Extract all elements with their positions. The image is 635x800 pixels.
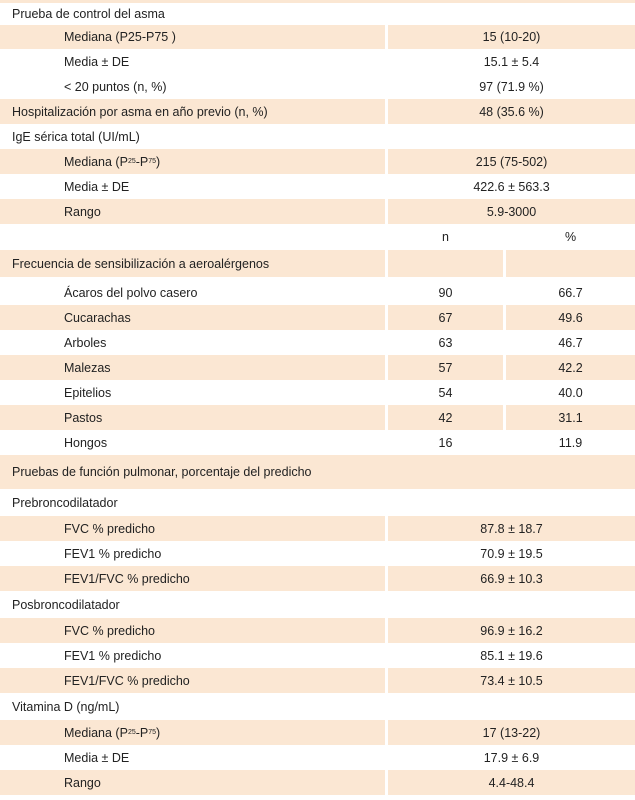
row-label: FEV1 % predicho (0, 643, 385, 668)
sens-row (0, 280, 635, 305)
n-value: 90 (388, 280, 503, 305)
row-label: Pastos (0, 405, 385, 430)
pct-value: 31.1 (506, 405, 635, 430)
post-fvc-row (0, 618, 635, 643)
row-label: < 20 puntos (n, %) (0, 74, 385, 99)
row-value: 73.4 ± 10.5 (388, 668, 635, 693)
row-value: 17.9 ± 6.9 (388, 745, 635, 770)
pct-value: 11.9 (506, 430, 635, 455)
ige-median-row (0, 149, 635, 174)
pre-fev1-row (0, 541, 635, 566)
post-header-row (0, 591, 635, 618)
row-value: 48 (35.6 %) (388, 99, 635, 124)
row-value: 66.9 ± 10.3 (388, 566, 635, 591)
vitd-mean-row (0, 745, 635, 770)
column-header-n: n (388, 224, 503, 250)
row-label: Prebroncodilatador (0, 489, 635, 516)
sens-row (0, 405, 635, 430)
pre-ratio-row (0, 566, 635, 591)
sensitization-list (0, 280, 635, 455)
ige-mean-row (0, 174, 635, 199)
n-value: 42 (388, 405, 503, 430)
row-label: Mediana (P25-P75 ) (0, 25, 385, 49)
vitd-range-row (0, 770, 635, 795)
hosp-row (0, 99, 635, 124)
pre-header-row (0, 489, 635, 516)
row-label: Rango (0, 770, 385, 795)
row-label: Frecuencia de sensibilización a aeroalérgenos (0, 250, 385, 277)
row-label: Vitamina D (ng/mL) (0, 693, 635, 720)
row-label: Media ± DE (0, 745, 385, 770)
row-label: Pruebas de función pulmonar, porcentaje del predicho (0, 455, 635, 489)
pct-value: 66.7 (506, 280, 635, 305)
row-label: Media ± DE (0, 49, 385, 74)
row-label: Ácaros del polvo casero (0, 280, 385, 305)
sens-header-row (0, 250, 635, 277)
asthma-lt20-row (0, 74, 635, 99)
asthma-mean-row (0, 49, 635, 74)
row-label: Hongos (0, 430, 385, 455)
row-value: 215 (75-502) (388, 149, 635, 174)
row-value: 85.1 ± 19.6 (388, 643, 635, 668)
row-value: 4.4-48.4 (388, 770, 635, 795)
row-label: Mediana (P 25 -P 75 ) (0, 149, 385, 174)
pfp-header-row (0, 455, 635, 489)
row-label: FEV1/FVC % predicho (0, 668, 385, 693)
n-value: 16 (388, 430, 503, 455)
row-value: 15 (10-20) (388, 25, 635, 49)
pct-value: 40.0 (506, 380, 635, 405)
row-value: 17 (13-22) (388, 720, 635, 745)
row-label: Prueba de control del asma (0, 3, 635, 25)
vitd-header-row (0, 693, 635, 720)
column-header-pct: % (506, 224, 635, 250)
asthma-header-row (0, 3, 635, 25)
post-ratio-row (0, 668, 635, 693)
pct-value: 49.6 (506, 305, 635, 330)
vitd-median-row (0, 720, 635, 745)
row-label: Malezas (0, 355, 385, 380)
column-header-row (0, 224, 635, 250)
row-value: 70.9 ± 19.5 (388, 541, 635, 566)
row-value: 15.1 ± 5.4 (388, 49, 635, 74)
sens-row (0, 330, 635, 355)
pct-value: 46.7 (506, 330, 635, 355)
row-label: Cucarachas (0, 305, 385, 330)
row-label: Arboles (0, 330, 385, 355)
row-label: IgE sérica total (UI/mL) (0, 124, 635, 149)
sens-row (0, 305, 635, 330)
row-label: FVC % predicho (0, 516, 385, 541)
post-fev1-row (0, 643, 635, 668)
row-value: 96.9 ± 16.2 (388, 618, 635, 643)
pct-value: 42.2 (506, 355, 635, 380)
row-label: FEV1/FVC % predicho (0, 566, 385, 591)
row-label: Mediana (P 25 -P 75 ) (0, 720, 385, 745)
n-value: 54 (388, 380, 503, 405)
row-label: Rango (0, 199, 385, 224)
row-label: FVC % predicho (0, 618, 385, 643)
row-value: 87.8 ± 18.7 (388, 516, 635, 541)
sens-row (0, 355, 635, 380)
ige-header-row (0, 124, 635, 149)
pre-fvc-row (0, 516, 635, 541)
row-value: 97 (71.9 %) (388, 74, 635, 99)
n-value: 57 (388, 355, 503, 380)
ige-range-row (0, 199, 635, 224)
n-value: 63 (388, 330, 503, 355)
row-label: Posbroncodilatador (0, 591, 635, 618)
sens-row (0, 430, 635, 455)
n-value: 67 (388, 305, 503, 330)
row-label: FEV1 % predicho (0, 541, 385, 566)
row-value: 422.6 ± 563.3 (388, 174, 635, 199)
row-label: Media ± DE (0, 174, 385, 199)
sens-row (0, 380, 635, 405)
row-label: Hospitalización por asma en año previo (n, %) (0, 99, 385, 124)
row-value: 5.9-3000 (388, 199, 635, 224)
asthma-median-row (0, 25, 635, 49)
row-label: Epitelios (0, 380, 385, 405)
